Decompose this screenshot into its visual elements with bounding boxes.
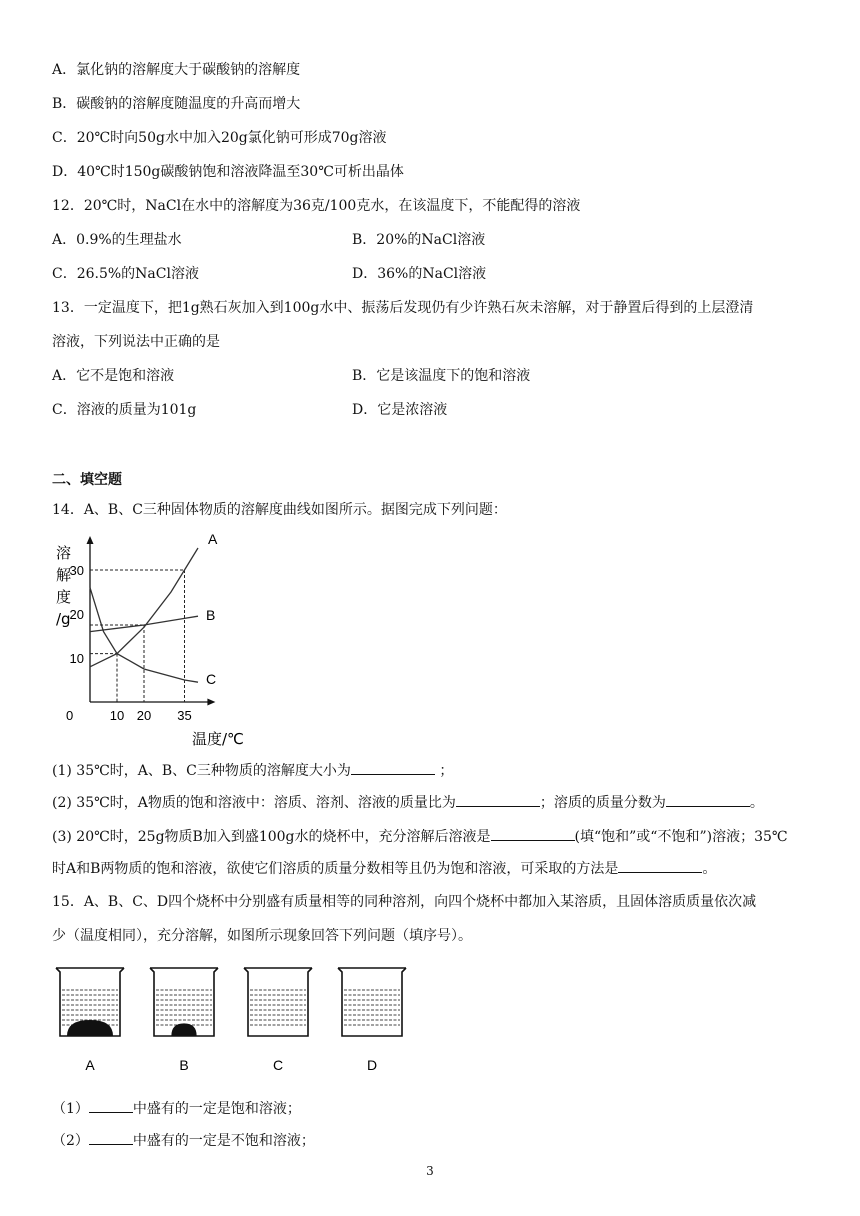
q14-part3-blank-saturation[interactable] <box>491 826 575 841</box>
q11-option-d: D．40℃时150g碳酸钠饱和溶液降温至30℃可析出晶体 <box>52 164 404 180</box>
q12-option-a: A．0.9%的生理盐水 <box>52 232 182 248</box>
x-axis-arrow <box>207 699 215 706</box>
q14-part3-end: 。 <box>702 861 717 877</box>
x-label: 温度/℃ <box>192 730 244 748</box>
q13-option-c: C．溶液的质量为101g <box>52 402 197 418</box>
origin-label: 0 <box>66 708 74 723</box>
y-label-char-0: 溶 <box>56 544 72 562</box>
y-tick-10: 10 <box>69 651 84 666</box>
beaker-label-b: B <box>179 1057 189 1073</box>
q14-part2-blank-fraction[interactable] <box>666 792 750 807</box>
q11-option-c: C．20℃时向50g水中加入20g氯化钠可形成70g溶液 <box>52 130 387 146</box>
q14-part3-text: (3) 20℃时，25g物质B加入到盛100g水的烧杯中，充分溶解后溶液是 <box>52 829 491 845</box>
q14-part1-end: ； <box>439 763 454 779</box>
q14-part1-text: (1) 35℃时，A、B、C三种物质的溶解度大小为 <box>52 763 351 779</box>
q11-option-b: B．碳酸钠的溶解度随温度的升高而增大 <box>52 96 301 112</box>
q15-part1-num: （1） <box>52 1101 89 1117</box>
series-label-b: B <box>206 607 216 624</box>
q15-part2-text: 中盛有的一定是不饱和溶液； <box>132 1133 315 1149</box>
beaker-c <box>244 968 312 1036</box>
q14-stem: 14．A、B、C三种固体物质的溶解度曲线如图所示。据图完成下列问题： <box>52 502 507 518</box>
q15-part2-blank[interactable] <box>89 1130 133 1145</box>
q15-part1 <box>52 1098 301 1119</box>
q14-part3-line2 <box>52 858 716 879</box>
q13-option-d: D．它是浓溶液 <box>352 402 448 418</box>
q14-part1-blank[interactable] <box>351 760 435 775</box>
beaker-label-d: D <box>366 1057 378 1073</box>
q13-stem-line2: 溶液，下列说法中正确的是 <box>52 334 220 350</box>
y-label-char-3: /g <box>56 610 71 628</box>
series-label-a: A <box>208 532 218 547</box>
q14-part2-text: (2) 35℃时，A物质的饱和溶液中：溶质、溶剂、溶液的质量比为 <box>52 795 456 811</box>
q15-part2-num: （2） <box>52 1133 89 1149</box>
section-title: 二、填空题 <box>52 472 122 488</box>
q14-part3 <box>52 826 788 847</box>
q15-part1-text: 中盛有的一定是饱和溶液； <box>132 1101 301 1117</box>
beaker-label-c: C <box>272 1057 284 1073</box>
q13-stem-line1: 13．一定温度下，把1g熟石灰加入到100g水中、振荡后发现仍有少许熟石灰未溶解，对于静置后得到的上层澄清 <box>52 300 754 316</box>
y-axis-arrow <box>87 536 94 544</box>
series-label-c: C <box>206 671 217 688</box>
solid-a <box>67 1020 113 1036</box>
y-label-char-1: 解 <box>56 566 72 584</box>
q14-part2-text2: ；溶质的质量分数为 <box>539 795 666 811</box>
q15-part2 <box>52 1130 315 1151</box>
q14-part2-end: 。 <box>749 795 764 811</box>
beakers-figure <box>52 962 432 1082</box>
q14-part2 <box>52 792 764 813</box>
curve-b <box>90 616 198 631</box>
q15-part1-blank[interactable] <box>89 1098 133 1113</box>
x-tick-35: 35 <box>177 708 192 723</box>
q15-stem-line2: 少（温度相同），充分溶解，如图所示现象回答下列问题（填序号）。 <box>52 928 472 944</box>
y-tick-20: 20 <box>69 607 84 622</box>
y-tick-30: 30 <box>69 563 84 578</box>
q12-stem: 12．20℃时，NaCl在水中的溶解度为36克/100克水，在该温度下，不能配得的溶液 <box>52 198 581 214</box>
curve-c <box>90 588 198 683</box>
y-label-char-2: 度 <box>56 588 72 606</box>
x-tick-10: 10 <box>109 708 125 723</box>
q13-option-b: B．它是该温度下的饱和溶液 <box>352 368 531 384</box>
q14-part3-blank-method[interactable] <box>618 858 702 873</box>
x-tick-20: 20 <box>136 708 152 723</box>
q14-part1 <box>52 760 453 781</box>
q14-part3-text3: 时A和B两物质的饱和溶液，欲使它们溶质的质量分数相等且仍为饱和溶液，可采取的方法是 <box>52 861 619 877</box>
q11-option-a: A．氯化钠的溶解度大于碳酸钠的溶解度 <box>52 62 301 78</box>
q12-option-d: D．36%的NaCl溶液 <box>352 266 487 282</box>
page-number: 3 <box>426 1164 434 1178</box>
q14-part2-blank-ratio[interactable] <box>456 792 540 807</box>
q13-option-a: A．它不是饱和溶液 <box>52 368 175 384</box>
q12-option-b: B．20%的NaCl溶液 <box>352 232 486 248</box>
beaker-d <box>338 968 406 1036</box>
solubility-chart <box>40 532 290 748</box>
curve-a <box>90 548 198 667</box>
q12-option-c: C．26.5%的NaCl溶液 <box>52 266 199 282</box>
q15-stem-line1: 15．A、B、C、D四个烧杯中分别盛有质量相等的同种溶剂，向四个烧杯中都加入某溶质，且固体溶质质量依次减 <box>52 894 757 910</box>
q14-part3-text2: (填“饱和”或“不饱和”)溶液；35℃ <box>574 829 788 845</box>
beaker-label-a: A <box>85 1057 95 1073</box>
